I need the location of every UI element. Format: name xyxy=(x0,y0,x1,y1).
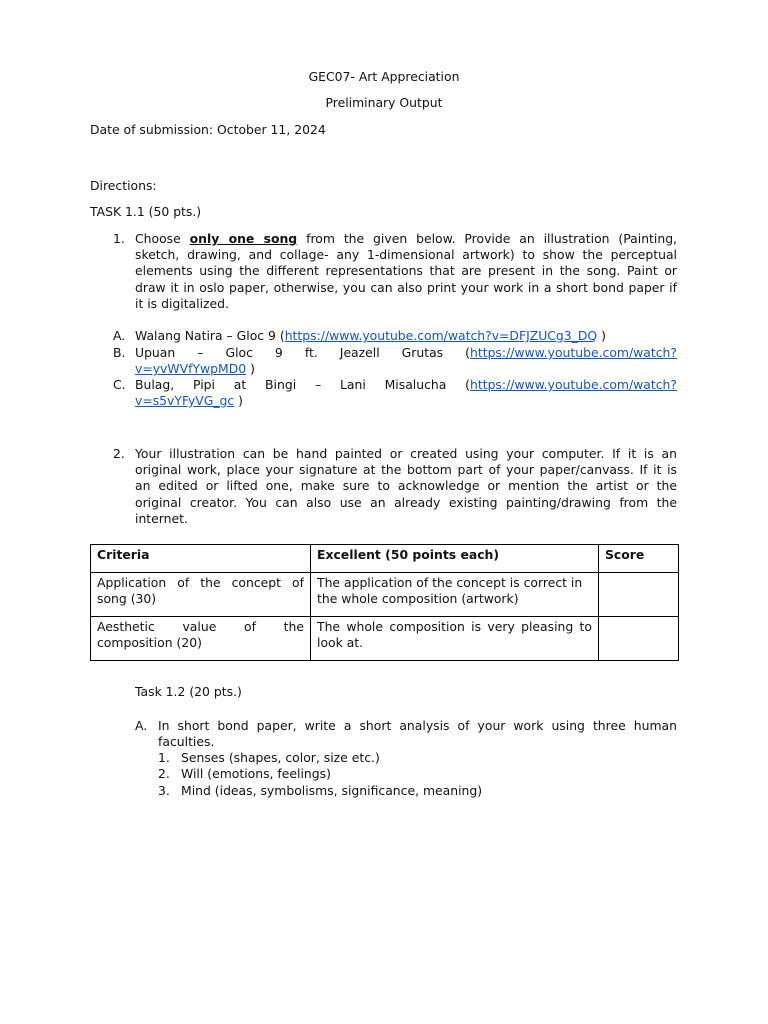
item1-line4: draw it in oslo paper, otherwise, you can also print your work in a short bond paper if xyxy=(135,280,677,295)
item2-number: 2. xyxy=(113,446,125,461)
song-a-letter: A. xyxy=(113,328,126,343)
rubric-row xyxy=(91,573,679,617)
excellent-cell: The application of the concept is correct in the whole composition (artwork) xyxy=(311,573,599,617)
criteria-cell: Application of the concept of song (30) xyxy=(91,573,311,617)
song-a-link[interactable]: https://www.youtube.com/watch?v=DFJZUCg3_DQ xyxy=(284,328,598,343)
rubric-table xyxy=(90,544,679,661)
song-b-line1: Upuan – Gloc 9 ft. Jeazell Grutas (https://www.youtube.com/watch? xyxy=(135,345,677,360)
faculty-number: 1. xyxy=(158,750,170,765)
task2-title: Task 1.2 (20 pts.) xyxy=(135,684,242,699)
course-title: GEC07- Art Appreciation xyxy=(308,69,460,84)
faculty-number: 3. xyxy=(158,783,170,798)
item2-line1: Your illustration can be hand painted or created using your computer. If it is an xyxy=(135,446,677,461)
task2-item-a-letter: A. xyxy=(135,718,148,733)
directions-heading: Directions: xyxy=(90,178,157,193)
item2-line3: an edited or lifted one, make sure to acknowledge or mention the artist or the xyxy=(135,478,677,493)
output-subtitle: Preliminary Output xyxy=(325,95,443,110)
rubric-header-row xyxy=(91,545,679,573)
excellent-header: Excellent (50 points each) xyxy=(311,545,599,573)
faculty-senses: Senses (shapes, color, size etc.) xyxy=(181,750,380,765)
song-c-line2: v=s5vYFyVG_gc ) xyxy=(135,393,244,408)
criteria-header: Criteria xyxy=(91,545,311,573)
criteria-cell: Aesthetic value of the composition (20) xyxy=(91,617,311,661)
item2-line5: internet. xyxy=(135,511,188,526)
song-c-link-part1[interactable]: https://www.youtube.com/watch? xyxy=(470,377,677,392)
item1-line3: elements using the different representations that are present in the song. Paint or xyxy=(135,263,677,278)
only-one-song-emphasis: only one song xyxy=(189,231,298,246)
item2-line4: original creator. You can also use an already existing painting/drawing from the xyxy=(135,495,677,510)
rubric-row xyxy=(91,617,679,661)
song-b-line2: v=yvWVfYwpMD0 ) xyxy=(135,361,255,376)
task2-item-a-line2: faculties. xyxy=(158,734,215,749)
song-b-letter: B. xyxy=(113,345,126,360)
excellent-cell: The whole composition is very pleasing to look at. xyxy=(311,617,599,661)
item1-number: 1. xyxy=(113,231,125,246)
song-b-link-part1[interactable]: https://www.youtube.com/watch? xyxy=(470,345,677,360)
item1-line1: Choose only one song from the given below. Provide an illustration (Painting, xyxy=(135,231,677,246)
song-c-link-part2[interactable]: v=s5vYFyVG_gc xyxy=(135,393,235,408)
score-header: Score xyxy=(599,545,679,573)
item1-line5: it is digitalized. xyxy=(135,296,229,311)
submission-date: Date of submission: October 11, 2024 xyxy=(90,122,326,137)
faculty-will: Will (emotions, feelings) xyxy=(181,766,331,781)
faculty-mind: Mind (ideas, symbolisms, significance, meaning) xyxy=(181,783,483,798)
song-a: Walang Natira – Gloc 9 (https://www.youtube.com/watch?v=DFJZUCg3_DQ ) xyxy=(135,328,606,343)
song-b-link-part2[interactable]: v=yvWVfYwpMD0 xyxy=(135,361,247,376)
faculty-number: 2. xyxy=(158,766,170,781)
item1-line2: sketch, drawing, and collage- any 1-dimensional artwork) to show the perceptual xyxy=(135,247,677,262)
song-c-letter: C. xyxy=(113,377,126,392)
item2-line2: original work, place your signature at the bottom part of your paper/canvass. If it is xyxy=(135,462,677,477)
song-c-line1: Bulag, Pipi at Bingi – Lani Misalucha (https://www.youtube.com/watch? xyxy=(135,377,677,392)
score-cell[interactable] xyxy=(599,617,679,661)
task2-item-a-line1: In short bond paper, write a short analysis of your work using three human xyxy=(158,718,677,733)
score-cell[interactable] xyxy=(599,573,679,617)
task1-title: TASK 1.1 (50 pts.) xyxy=(90,204,202,219)
